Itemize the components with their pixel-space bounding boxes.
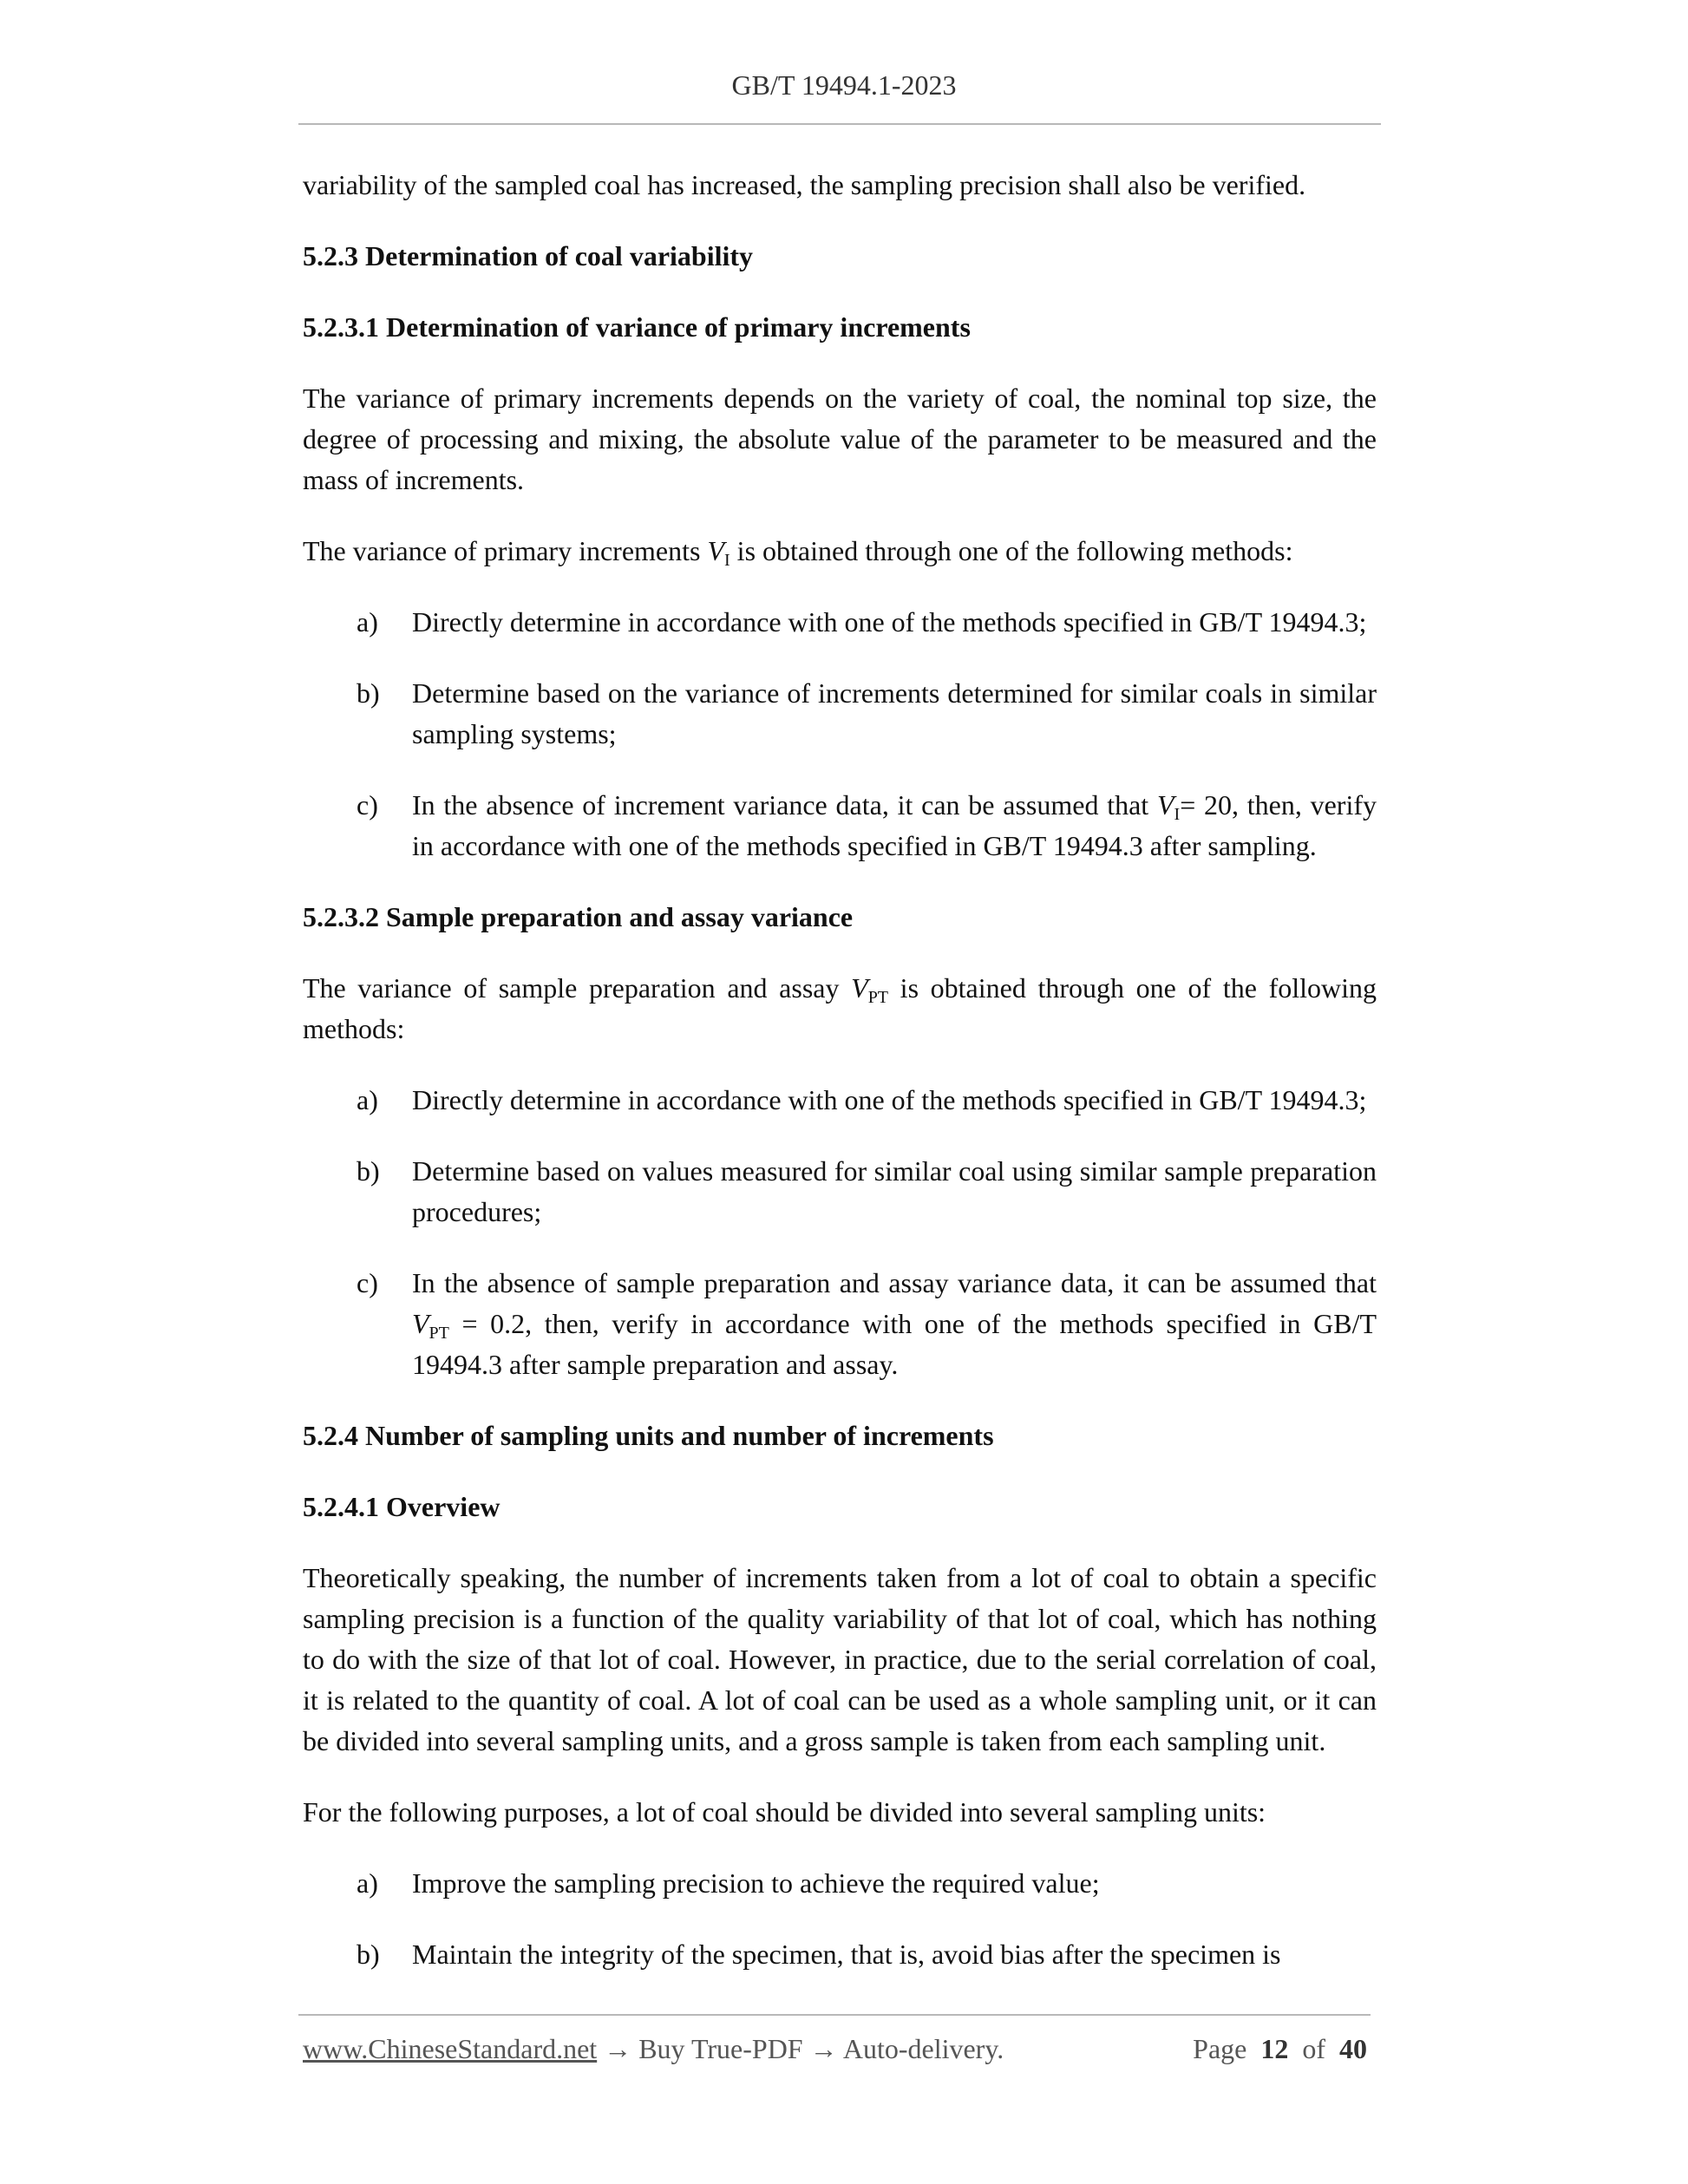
list-item (303, 1263, 1377, 1385)
list-item-text: Improve the sampling precision to achieve the required value; (412, 1867, 1100, 1899)
symbol-v: V (412, 1308, 429, 1339)
symbol-v: V (851, 972, 868, 1004)
list-item (303, 1934, 1377, 1975)
text-segment: The variance of sample preparation and assay (303, 972, 852, 1004)
list-item-text: Determine based on the variance of increments determined for similar coals in similar sampling systems; (412, 677, 1377, 749)
current-page-number: 12 (1260, 2033, 1289, 2064)
list-marker: b) (357, 1939, 380, 1970)
total-pages-number: 40 (1339, 2033, 1367, 2064)
page-label: Page (1193, 2033, 1247, 2064)
text-segment: is obtained through one of the following methods: (303, 972, 1377, 1044)
list-marker: a) (357, 606, 378, 638)
page-header-title: GB/T 19494.1-2023 (731, 69, 957, 101)
heading-5-2-3-2: 5.2.3.2 Sample preparation and assay variance (303, 901, 854, 932)
paragraph-overview: Theoretically speaking, the number of increments taken from a lot of coal to obtain a specific sampling precision is a function of the quality variability of that lot of coal, which has nothing to do with the size of that lot of coal. However, in practice, due to the serial correlation of coal, it is related to the quantity of coal. A lot of coal can be used as a whole sampling unit, or it can be divided into several sampling units, and a gross sample is taken from each sampling unit. (303, 1562, 1377, 1756)
page-content (303, 165, 1377, 2005)
paragraph-variance-primary-methods (303, 531, 1377, 572)
text-segment: In the absence of increment variance data, it can be assumed that (412, 789, 1157, 821)
list-item-text: Directly determine in accordance with one of the methods specified in GB/T 19494.3; (412, 606, 1367, 638)
list-item-text: Maintain the integrity of the specimen, that is, avoid bias after the specimen is (412, 1939, 1281, 1970)
text-segment: The variance of primary increments (303, 535, 708, 566)
symbol-v: V (1156, 789, 1174, 821)
symbol-subscript: I (724, 551, 730, 570)
list-item (303, 673, 1377, 755)
symbol-v: V (707, 535, 724, 566)
page-number-indicator (1193, 2033, 1367, 2065)
symbol-subscript: I (1174, 805, 1181, 824)
text-segment: = 20, then, verify in accordance with one of the methods specified in GB/T 19494.3 after sampling. (412, 789, 1377, 861)
symbol-subscript: PT (867, 988, 889, 1007)
heading-5-2-3-1: 5.2.3.1 Determination of variance of primary increments (303, 311, 971, 343)
paragraph-purposes: For the following purposes, a lot of coal should be divided into several sampling units: (303, 1796, 1266, 1828)
list-item (303, 1151, 1377, 1233)
footer-promo (303, 2033, 1004, 2065)
paragraph-variance-depends: The variance of primary increments depends on the variety of coal, the nominal top size, the degree of processing and mixing, the absolute value of the parameter to be measured and the mass of increments. (303, 383, 1377, 495)
symbol-subscript: PT (429, 1324, 449, 1343)
heading-5-2-4-1: 5.2.4.1 Overview (303, 1491, 501, 1522)
of-label: of (1302, 2033, 1325, 2064)
intro-paragraph: variability of the sampled coal has increased, the sampling precision shall also be verified. (303, 169, 1306, 200)
list-marker: a) (357, 1867, 378, 1899)
text-segment: is obtained through one of the following methods: (730, 535, 1293, 566)
header-divider (298, 123, 1381, 125)
heading-5-2-3: 5.2.3 Determination of coal variability (303, 240, 754, 271)
website-link[interactable]: www.ChineseStandard.net (303, 2033, 598, 2064)
list-marker: c) (357, 789, 378, 821)
heading-5-2-4: 5.2.4 Number of sampling units and number of increments (303, 1420, 994, 1451)
footer-divider (298, 2014, 1371, 2016)
list-item (303, 785, 1377, 866)
list-sampling-unit-purposes (303, 1863, 1377, 1975)
list-primary-increment-methods (303, 602, 1377, 866)
list-prep-assay-methods (303, 1080, 1377, 1385)
list-marker: b) (357, 677, 380, 709)
footer-promo-text: → Buy True-PDF → Auto-delivery. (597, 2033, 1004, 2064)
list-marker: c) (357, 1267, 378, 1298)
list-item (303, 1080, 1377, 1121)
list-marker: a) (357, 1084, 378, 1115)
paragraph-prep-assay-methods (303, 968, 1377, 1049)
list-item (303, 602, 1377, 643)
list-item (303, 1863, 1377, 1904)
list-item-text: Determine based on values measured for similar coal using similar sample preparation procedures; (412, 1155, 1377, 1227)
list-item-text: Directly determine in accordance with one of the methods specified in GB/T 19494.3; (412, 1084, 1367, 1115)
text-segment: In the absence of sample preparation and assay variance data, it can be assumed that (412, 1267, 1377, 1298)
text-segment: = 0.2, then, verify in accordance with one of the methods specified in GB/T 19494.3 after sample preparation and assay. (412, 1308, 1377, 1380)
list-marker: b) (357, 1155, 380, 1187)
